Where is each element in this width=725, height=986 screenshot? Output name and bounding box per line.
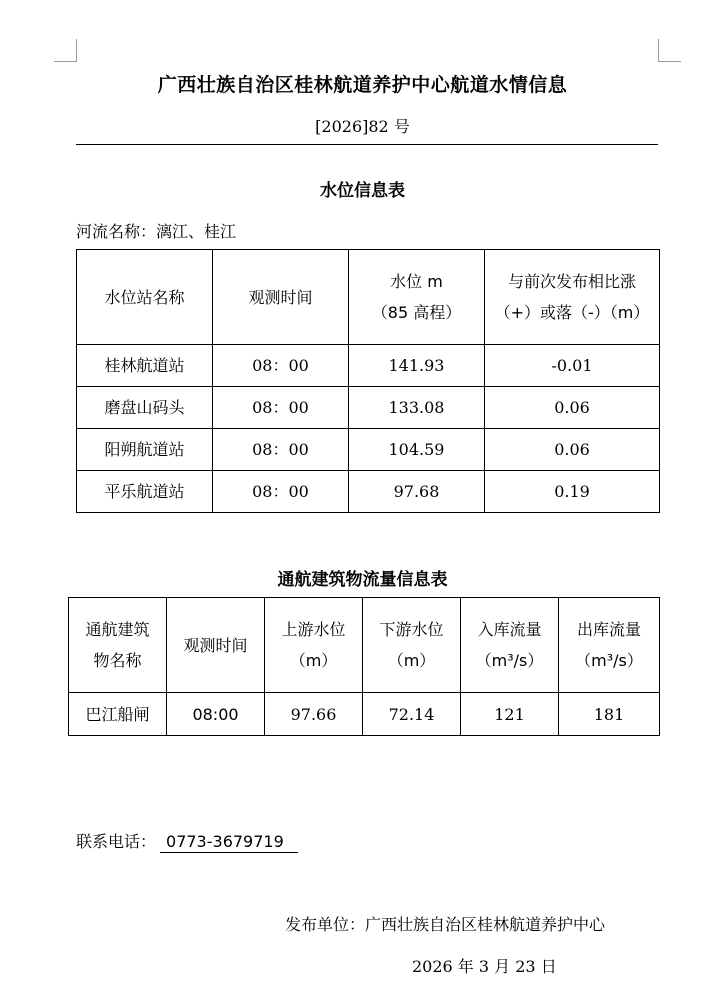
header-downstream-line2: （m） (387, 651, 436, 670)
page-corner-mark-left (54, 39, 77, 62)
header-structure-name (69, 598, 167, 693)
header-level (349, 250, 485, 345)
contact-phone: 0773-3679719 (160, 832, 298, 853)
level-change-value: 0.06 (485, 387, 660, 429)
header-change-line2: （+）或落（-）（m） (494, 303, 650, 322)
observation-time: 08：00 (213, 387, 349, 429)
header-time: 观测时间 (213, 250, 349, 345)
header-upstream-line1: 上游水位 (281, 620, 346, 639)
publish-date: 2026 年 3 月 23 日 (412, 957, 557, 976)
header-change (485, 250, 660, 345)
water-level-value: 133.08 (349, 387, 485, 429)
issue-number: [2026]82 号 (315, 117, 410, 136)
navigation-table-title: 通航建筑物流量信息表 (277, 570, 448, 590)
station-name: 磨盘山码头 (77, 387, 213, 429)
station-name: 阳朔航道站 (77, 429, 213, 471)
header-station: 水位站名称 (77, 250, 213, 345)
header-level-line1: 水位 m (390, 272, 443, 291)
observation-time: 08:00 (167, 693, 265, 736)
outflow-value: 181 (559, 693, 660, 736)
header-change-line1: 与前次发布相比涨 (507, 272, 636, 291)
inflow-value: 121 (461, 693, 559, 736)
header-divider (76, 144, 658, 145)
observation-time: 08：00 (213, 345, 349, 387)
river-name: 河流名称：漓江、桂江 (76, 222, 237, 241)
header-level-line2: （85 高程） (371, 303, 462, 322)
header-inflow-line2: （m³/s） (475, 651, 544, 670)
header-structure-name-line2: 物名称 (93, 651, 142, 670)
structure-name: 巴江船闸 (69, 693, 167, 736)
table-row (77, 429, 660, 471)
station-name: 桂林航道站 (77, 345, 213, 387)
contact-label: 联系电话： (76, 832, 157, 851)
navigation-flow-table (68, 597, 660, 736)
level-change-value: 0.19 (485, 471, 660, 513)
page-corner-mark-right (658, 39, 681, 62)
header-inflow (461, 598, 559, 693)
water-level-value: 97.68 (349, 471, 485, 513)
table-header-row (69, 598, 660, 693)
header-inflow-line1: 入库流量 (477, 620, 542, 639)
header-downstream-level (363, 598, 461, 693)
header-time: 观测时间 (167, 598, 265, 693)
observation-time: 08：00 (213, 429, 349, 471)
table-header-row (77, 250, 660, 345)
water-level-table (76, 249, 660, 513)
upstream-level-value: 97.66 (265, 693, 363, 736)
header-outflow-line1: 出库流量 (576, 620, 641, 639)
header-upstream-level (265, 598, 363, 693)
water-level-table-title: 水位信息表 (320, 181, 405, 201)
downstream-level-value: 72.14 (363, 693, 461, 736)
level-change-value: -0.01 (485, 345, 660, 387)
table-row (77, 387, 660, 429)
table-row (77, 345, 660, 387)
table-row (69, 693, 660, 736)
publisher: 发布单位：广西壮族自治区桂林航道养护中心 (285, 915, 606, 934)
table-row (77, 471, 660, 513)
station-name: 平乐航道站 (77, 471, 213, 513)
observation-time: 08：00 (213, 471, 349, 513)
contact-line (76, 829, 298, 853)
header-outflow (559, 598, 660, 693)
water-level-value: 141.93 (349, 345, 485, 387)
level-change-value: 0.06 (485, 429, 660, 471)
header-structure-name-line1: 通航建筑 (85, 620, 150, 639)
header-outflow-line2: （m³/s） (575, 651, 643, 670)
header-downstream-line1: 下游水位 (379, 620, 444, 639)
header-upstream-line2: （m） (289, 651, 338, 670)
document-title: 广西壮族自治区桂林航道养护中心航道水情信息 (157, 74, 568, 96)
water-level-value: 104.59 (349, 429, 485, 471)
